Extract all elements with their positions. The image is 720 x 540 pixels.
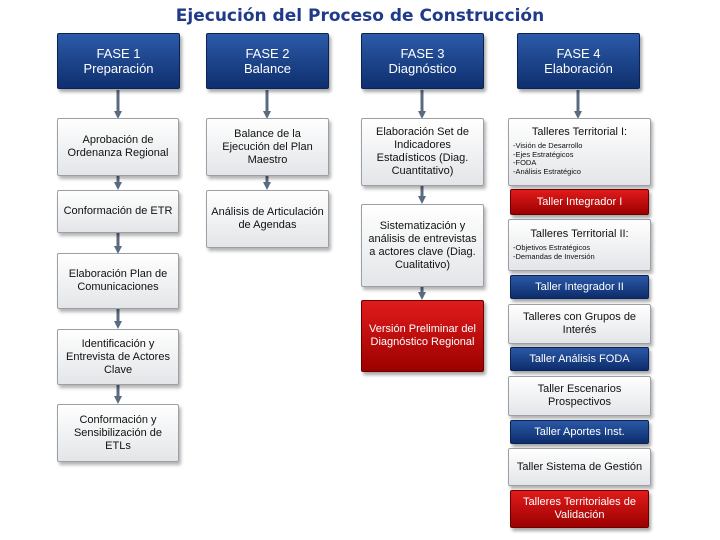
talleres-validacion: Talleres Territoriales de Validación bbox=[510, 490, 649, 528]
list-item: -Demandas de Inversión bbox=[513, 251, 595, 261]
list-item: -Ejes Estratégicos bbox=[513, 149, 574, 159]
talleres-grupos-interes: Talleres con Grupos de Interés bbox=[508, 304, 651, 344]
phase-3-header bbox=[361, 33, 484, 89]
taller-analisis-foda: Taller Análisis FODA bbox=[510, 347, 649, 371]
step-sistematizacion: Sistematización y análisis de entrevistas a actores clave (Diag. Cualitativo) bbox=[361, 204, 484, 287]
phase-1-header bbox=[57, 33, 180, 89]
list-item: -Análisis Estratégico bbox=[513, 166, 581, 176]
taller-escenarios-prospectivos: Taller Escenarios Prospectivos bbox=[508, 376, 651, 416]
talleres-territorial-1-list bbox=[513, 142, 646, 176]
step-plan-comunicaciones: Elaboración Plan de Comunicaciones bbox=[57, 253, 179, 309]
phase-2-name: Balance bbox=[244, 61, 291, 76]
step-conformacion-etr: Conformación de ETR bbox=[57, 190, 179, 233]
talleres-territorial-2-title: Talleres Territorial II: bbox=[530, 228, 629, 240]
talleres-territorial-1-title: Talleres Territorial I: bbox=[531, 126, 628, 138]
phase-2-number: FASE 2 bbox=[245, 46, 290, 61]
step-aprobacion-ordenanza: Aprobación de Ordenanza Regional bbox=[57, 118, 179, 176]
phase-3-number: FASE 3 bbox=[400, 46, 445, 61]
step-actores-clave: Identificación y Entrevista de Actores Clave bbox=[57, 329, 179, 385]
list-item: -FODA bbox=[513, 158, 537, 167]
phase-1-name: Preparación bbox=[83, 61, 154, 76]
taller-integrador-2: Taller Integrador II bbox=[510, 275, 649, 299]
talleres-territorial-2-list bbox=[513, 244, 646, 261]
step-balance-plan-maestro: Balance de la Ejecución del Plan Maestro bbox=[206, 118, 329, 176]
step-analisis-agendas: Análisis de Articulación de Agendas bbox=[206, 190, 329, 248]
phase-4-name: Elaboración bbox=[544, 61, 613, 76]
list-item: -Objetivos Estratégicos bbox=[513, 243, 591, 252]
step-version-preliminar: Versión Preliminar del Diagnóstico Regional bbox=[361, 300, 484, 372]
phase-2-header bbox=[206, 33, 329, 89]
phase-3-name: Diagnóstico bbox=[388, 61, 457, 76]
phase-1-number: FASE 1 bbox=[96, 46, 141, 61]
taller-integrador-1: Taller Integrador I bbox=[510, 189, 649, 215]
phase-4-number: FASE 4 bbox=[556, 46, 601, 61]
talleres-territorial-2 bbox=[508, 219, 651, 271]
taller-aportes-inst: Taller Aportes Inst. bbox=[510, 420, 649, 444]
page-title: Ejecución del Proceso de Construcción bbox=[175, 6, 545, 26]
list-item: -Visión de Desarrollo bbox=[513, 141, 583, 150]
phase-4-header bbox=[517, 33, 640, 89]
taller-sistema-gestion: Taller Sistema de Gestión bbox=[508, 448, 651, 486]
step-conformacion-etls: Conformación y Sensibilización de ETLs bbox=[57, 404, 179, 462]
talleres-territorial-1 bbox=[508, 118, 651, 186]
step-set-indicadores: Elaboración Set de Indicadores Estadísticos (Diag. Cuantitativo) bbox=[361, 118, 484, 186]
